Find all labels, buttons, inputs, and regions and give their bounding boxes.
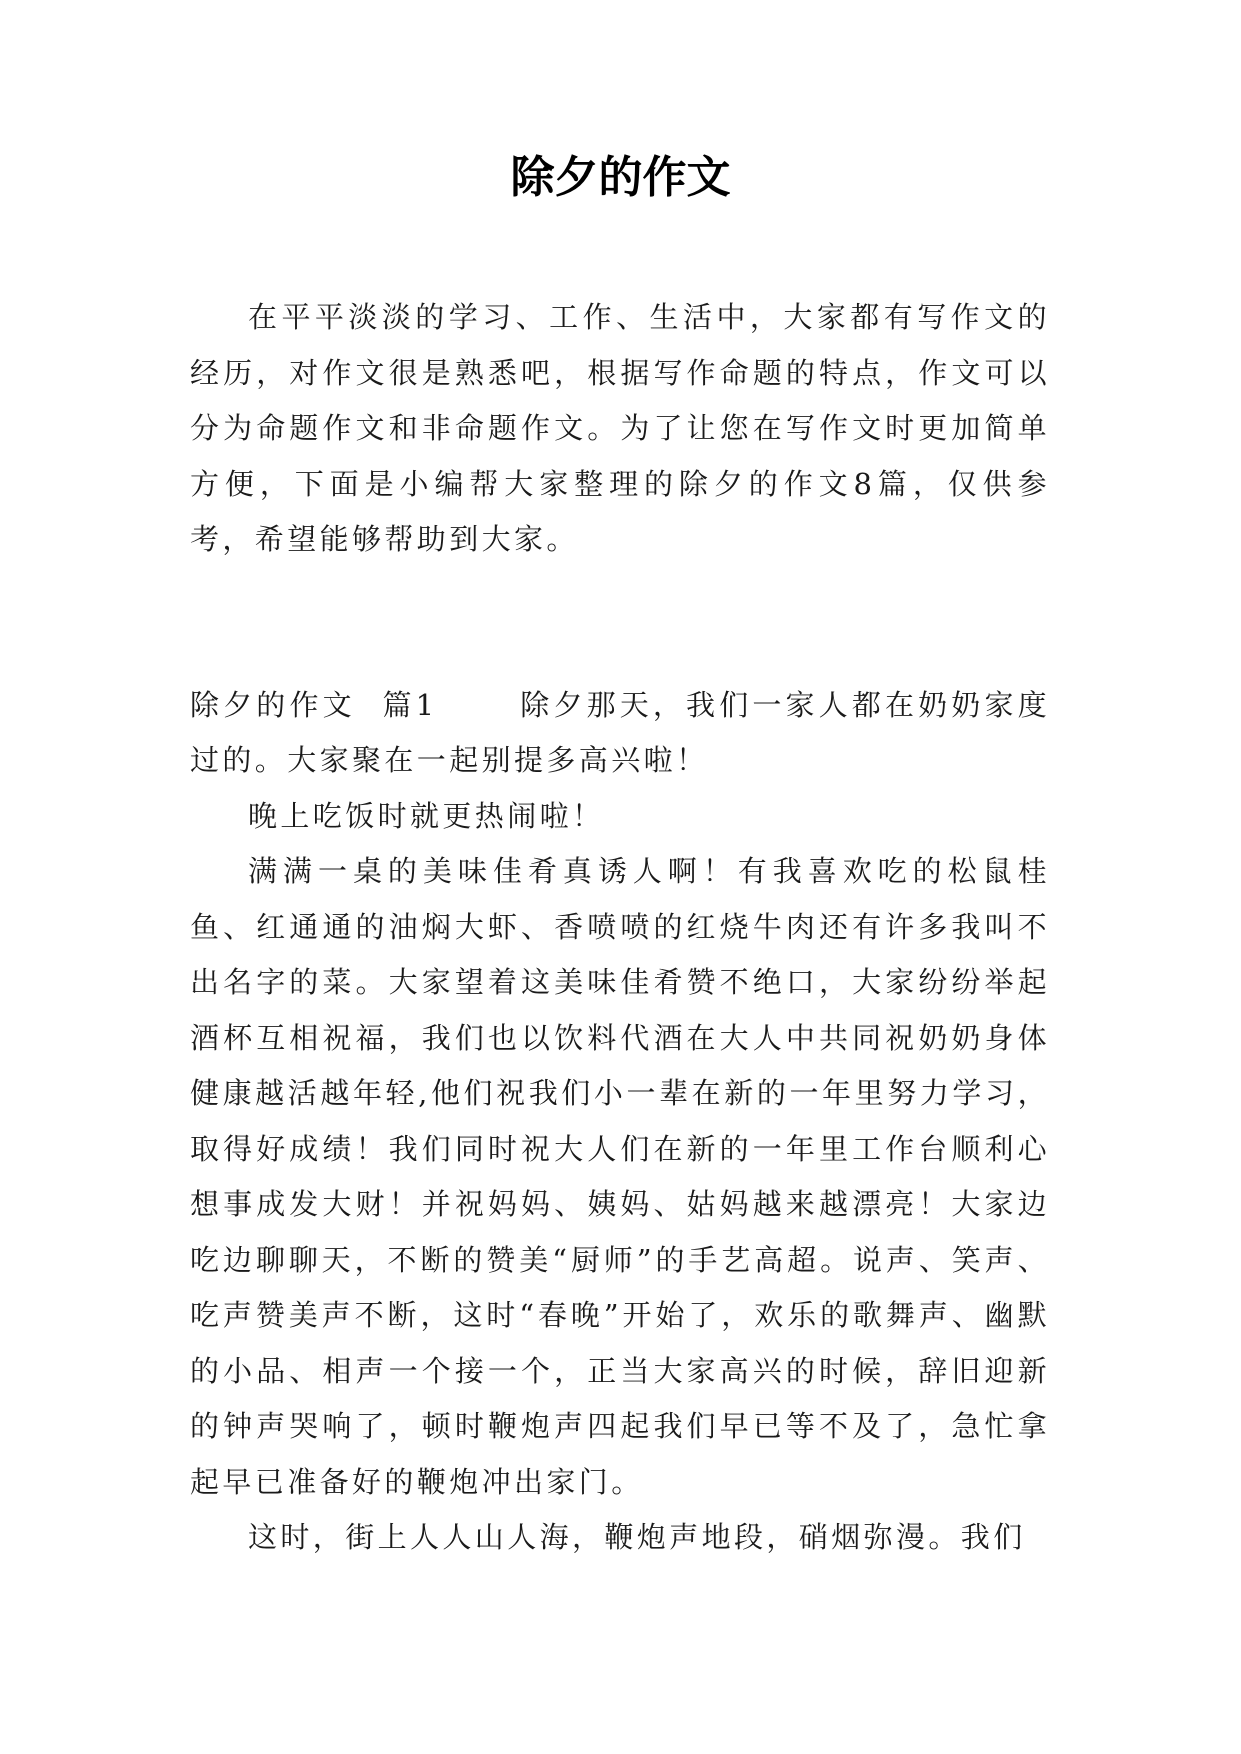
- intro-paragraph: 在平平淡淡的学习、工作、生活中，大家都有写作文的经历，对作文很是熟悉吧，根据写作命题的特点，作文可以分为命题作文和非命题作文。为了让您在写作文时更加简单方便，下面是小编帮大家整理的除夕的作文8篇，仅供参考，希望能够帮助到大家。: [190, 300, 1050, 556]
- section-1-opening: [190, 678, 1050, 789]
- section-1-paragraph: 满满一桌的美味佳肴真诱人啊！有我喜欢吃的松鼠桂鱼、红通通的油焖大虾、香喷喷的红烧牛肉还有许多我叫不出名字的菜。大家望着这美味佳肴赞不绝口，大家纷纷举起酒杯互相祝福，我们也以饮料代酒在大人中共同祝奶奶身体健康越活越年轻,他们祝我们小一辈在新的一年里努力学习，取得好成绩！我们同时祝大人们在新的一年里工作台顺利心想事成发大财！并祝妈妈、姨妈、姑妈越来越漂亮！大家边吃边聊聊天，不断的赞美“厨师”的手艺高超。说声、笑声、吃声赞美声不断，这时“春晚”开始了，欢乐的歌舞声、幽默的小品、相声一个接一个，正当大家高兴的时候，辞旧迎新的钟声哭响了，顿时鞭炮声四起我们早已等不及了，急忙拿起早已准备好的鞭炮冲出家门。: [190, 854, 1050, 1499]
- document-title: 除夕的作文: [510, 152, 731, 203]
- section-1-paragraph: 这时，街上人人山人海，鞭炮声地段，硝烟弥漫。我们: [248, 1520, 1026, 1554]
- section-1-heading: 除夕的作文 篇1: [190, 687, 438, 722]
- section-1-paragraph: 晚上吃饭时就更热闹啦！: [248, 798, 605, 833]
- section-1-first-line: 除夕那天，我们一家人都在奶奶家度过的。大家聚在一起别提多高兴啦！: [190, 687, 1050, 777]
- section-spacer: [190, 568, 1050, 678]
- document-body: [190, 290, 1050, 1566]
